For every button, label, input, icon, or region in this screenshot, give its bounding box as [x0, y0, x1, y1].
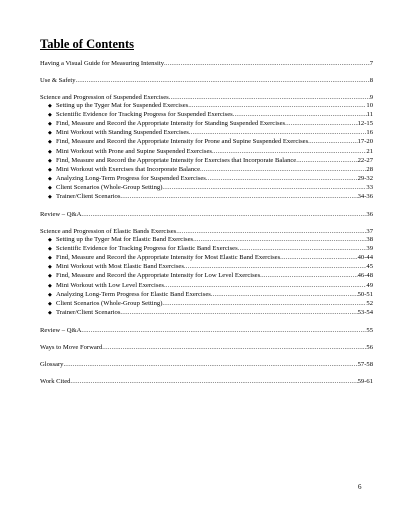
dot-leader: [280, 254, 357, 262]
diamond-bullet-icon: ◆: [48, 195, 52, 200]
toc-entry-title: Setting up the Tyger Mat for Elastic Band Exercises: [56, 236, 194, 244]
toc-entry-page: 57-58: [357, 360, 373, 368]
dot-leader: [206, 175, 358, 183]
toc-subsection-entry: [40, 102, 373, 111]
toc-entry-page: 45: [366, 263, 373, 271]
dot-leader: [212, 148, 366, 156]
dot-leader: [233, 111, 367, 119]
toc-entry-page: 16: [366, 129, 373, 137]
dot-leader: [164, 282, 366, 290]
toc-entry-page: 52: [366, 299, 373, 307]
toc-section-entry: [40, 327, 373, 335]
dot-leader: [164, 60, 370, 68]
toc-entry-title: Mini Workout with Most Elastic Band Exercises: [56, 263, 184, 271]
diamond-bullet-icon: ◆: [48, 283, 52, 289]
toc-subsection-entry: [40, 111, 373, 120]
toc-entry-page: 22-27: [357, 156, 373, 164]
dot-leader: [296, 157, 357, 165]
dot-leader: [102, 344, 366, 352]
toc-entry-page: 36: [366, 210, 373, 218]
toc-entry-page: 9: [369, 93, 373, 101]
toc-section-entry: [40, 94, 373, 102]
toc-entry-page: 12-15: [357, 120, 373, 128]
toc-entry-page: 37: [366, 227, 373, 235]
dot-leader: [76, 77, 370, 85]
toc-entry-page: 46-48: [357, 272, 373, 280]
toc-section-entry: [40, 361, 373, 369]
toc-entry-title: Find, Measure and Record the Appropriate Intensity for Prone and Supine Suspended Exercises: [56, 138, 309, 146]
diamond-bullet-icon: ◆: [48, 310, 52, 316]
toc-section-entry: [40, 344, 373, 352]
dot-leader: [188, 102, 366, 110]
toc-section-entry: [40, 378, 373, 386]
toc-section-entry: [40, 77, 373, 85]
toc-entry-page: 38: [366, 236, 373, 244]
dot-leader: [260, 272, 357, 280]
toc-entry-page: 56: [366, 343, 373, 351]
toc-entry-title: Analyzing Long-Term Progress for Elastic Band Exercises: [56, 290, 211, 298]
dot-leader: [120, 193, 357, 201]
dot-leader: [285, 120, 358, 128]
toc-entry-page: 8: [369, 76, 373, 84]
toc-entry-title: Ways to Move Forward: [40, 343, 103, 351]
toc-subsection-entry: [40, 184, 373, 193]
toc-entry-title: Client Scenarios (Whole-Group Setting): [56, 299, 163, 307]
toc-subsection-entry: [40, 236, 373, 245]
diamond-bullet-icon: ◆: [48, 176, 52, 182]
toc-subsection-entry: [40, 291, 373, 300]
toc-entry-title: Work Cited: [40, 377, 71, 385]
diamond-bullet-icon: ◆: [48, 104, 52, 110]
toc-entry-title: Find, Measure and Record the Appropriate Intensity for Most Elastic Band Exercises: [56, 254, 281, 262]
diamond-bullet-icon: ◆: [48, 301, 52, 307]
diamond-bullet-icon: ◆: [48, 149, 52, 155]
toc-subsection-entry: [40, 120, 373, 129]
toc-entry-page: 28: [366, 165, 373, 173]
toc-entry-page: 39: [366, 245, 373, 253]
dot-leader: [81, 211, 366, 219]
toc-entry-page: 50-51: [357, 290, 373, 298]
toc-section-entry: [40, 228, 373, 236]
toc-entry-page: 17-20: [357, 138, 373, 146]
diamond-bullet-icon: ◆: [48, 122, 52, 128]
diamond-bullet-icon: ◆: [48, 247, 52, 253]
toc-subsection-entry: [40, 166, 373, 175]
toc-entry-title: Find, Measure and Record the Appropriate Intensity for Low Level Exercises: [56, 272, 261, 280]
toc-entry-page: 59-61: [357, 377, 373, 385]
toc-entry-page: 29-32: [357, 174, 373, 182]
toc-entry-page: 10: [366, 102, 373, 110]
toc-entry-title: Mini Workout with Prone and Supine Suspended Exercises: [56, 147, 212, 155]
toc-entry-title: Review – Q&A: [40, 326, 82, 334]
toc-entry-page: 49: [366, 281, 373, 289]
dot-leader: [308, 138, 357, 146]
toc-entry-title: Science and Progression of Suspended Exercises: [40, 93, 169, 101]
diamond-bullet-icon: ◆: [48, 265, 52, 271]
dot-leader: [200, 166, 366, 174]
toc-entry-title: Trainer/Client Scenarios: [56, 308, 121, 316]
dot-leader: [189, 129, 367, 137]
toc-subsection-entry: [40, 300, 373, 309]
toc-entry-title: Science and Progression of Elastic Bands Exercises: [40, 227, 177, 235]
diamond-bullet-icon: ◆: [48, 131, 52, 137]
page-number: 6: [358, 483, 362, 491]
toc-subsection-entry: [40, 309, 373, 318]
toc-subsection-entry: [40, 254, 373, 263]
toc-entry-page: 40-44: [357, 254, 373, 262]
toc-subsection-entry: [40, 129, 373, 138]
diamond-bullet-icon: ◆: [48, 292, 52, 298]
toc-entry-title: Setting up the Tyger Mat for Suspended Exercises: [56, 102, 189, 110]
toc-subsection-entry: [40, 193, 373, 202]
dot-leader: [184, 263, 366, 271]
toc-entry-title: Use & Safety: [40, 76, 76, 84]
toc-section-entry: [40, 211, 373, 219]
toc-entry-title: Mini Workout with Low Level Exercises: [56, 281, 164, 289]
toc-entry-page: 34-36: [357, 193, 373, 200]
dot-leader: [162, 184, 366, 192]
toc-entry-page: 33: [366, 183, 373, 191]
page-title: Table of Contents: [40, 37, 134, 51]
toc-subsection-entry: [40, 263, 373, 272]
toc-entry-title: Trainer/Client Scenarios: [56, 193, 121, 200]
toc-entry-title: Scientific Evidence for Tracking Progress for Elastic Band Exercises: [56, 245, 238, 253]
toc-entry-page: 7: [369, 60, 373, 67]
diamond-bullet-icon: ◆: [48, 140, 52, 146]
toc-subsection-entry: [40, 272, 373, 281]
toc-subsection-entry: [40, 245, 373, 254]
toc-entry-title: Find, Measure and Record the Appropriate Intensity for Standing Suspended Exercises: [56, 120, 286, 128]
diamond-bullet-icon: ◆: [48, 185, 52, 191]
toc-entry-title: Mini Workout with Exercises that Incorporate Balance: [56, 165, 200, 173]
dot-leader: [120, 309, 357, 317]
diamond-bullet-icon: ◆: [48, 256, 52, 262]
dot-leader: [193, 236, 366, 244]
toc-entry-title: Find, Measure and Record the Appropriate Intensity for Exercises that Incorporate Balance: [56, 156, 297, 164]
dot-leader: [169, 94, 370, 102]
toc-entry-title: Mini Workout with Standing Suspended Exercises: [56, 129, 189, 137]
diamond-bullet-icon: ◆: [48, 113, 52, 119]
toc-entry-page: 55: [366, 326, 373, 334]
toc-subsection-entry: [40, 148, 373, 157]
dot-leader: [70, 378, 357, 386]
toc-entry-title: Review – Q&A: [40, 210, 82, 218]
diamond-bullet-icon: ◆: [48, 158, 52, 164]
toc-entry-title: Client Scenarios (Whole-Group Setting): [56, 183, 163, 191]
dot-leader: [81, 327, 366, 335]
toc-subsection-entry: [40, 157, 373, 166]
dot-leader: [238, 245, 367, 253]
toc-entry-title: Glossary: [40, 360, 64, 368]
toc-entry-page: 53-54: [357, 308, 373, 316]
dot-leader: [63, 361, 357, 369]
toc-section-entry: [40, 60, 373, 68]
toc-subsection-entry: [40, 138, 373, 147]
dot-leader: [176, 228, 366, 236]
dot-leader: [162, 300, 366, 308]
toc-entry-page: 11: [366, 111, 373, 119]
toc-entry-title: Scientific Evidence for Tracking Progress for Suspended Exercises: [56, 111, 233, 119]
toc-subsection-entry: [40, 175, 373, 184]
toc-list: [40, 60, 373, 386]
toc-entry-title: Having a Visual Guide for Measuring Intensity: [40, 60, 165, 67]
toc-entry-page: 21: [366, 147, 373, 155]
diamond-bullet-icon: ◆: [48, 167, 52, 173]
toc-subsection-entry: [40, 282, 373, 291]
dot-leader: [211, 291, 358, 299]
diamond-bullet-icon: ◆: [48, 238, 52, 244]
toc-entry-title: Analyzing Long-Term Progress for Suspended Exercises: [56, 174, 206, 182]
diamond-bullet-icon: ◆: [48, 274, 52, 280]
